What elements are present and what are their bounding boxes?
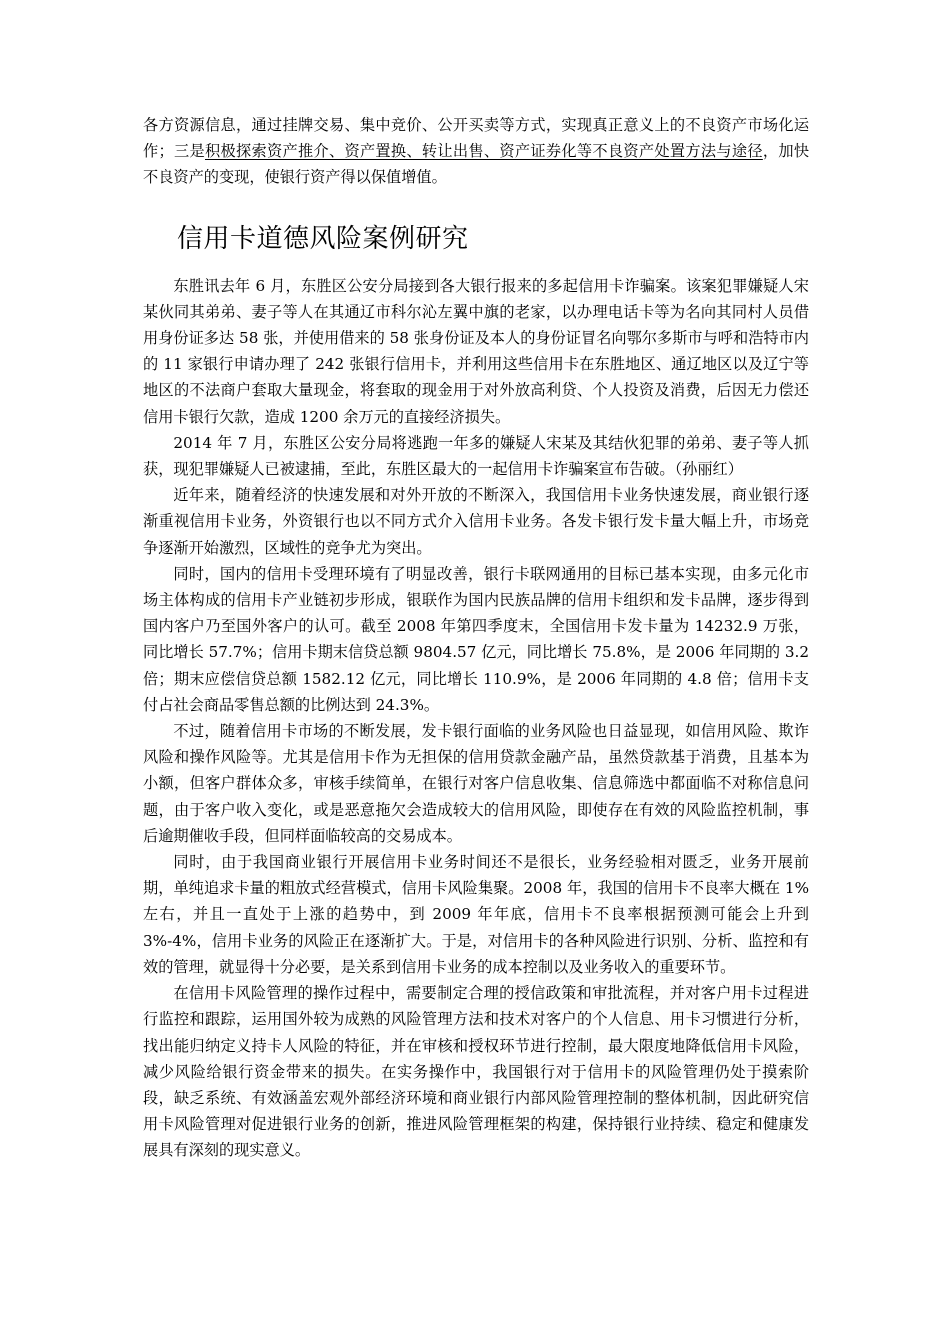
intro-underlined-text: 积极探索资产推介、资产置换、转让出售、资产证券化等不良资产处置方法与途径 [204,142,763,161]
paragraph-nonperforming-rate: 同时，由于我国商业银行开展信用卡业务时间还不是很长，业务经验相对匮乏，业务开展前期，单纯追求卡量的粗放式经营模式，信用卡风险集聚。2008 年，我国的信用卡不良率大概在 1%左右，并且一直处于上涨的趋势中，到 2009 年年底，信用卡不良率根据预测可能会上升到 3%-4%，信用卡业务的风险正在逐渐扩大。于是，对信用卡的各种风险进行识别、分析、监控和有效的管理，就显得十分必要，是关系到信用卡业务的成本控制以及业务收入的重要环节。 [143,853,809,976]
paragraph-statistics: 同时，国内的信用卡受理环境有了明显改善，银行卡联网通用的目标已基本实现，由多元化市场主体构成的信用卡产业链初步形成，银联作为国内民族品牌的信用卡组织和发卡品牌，逐步得到国内客户乃至国外客户的认可。截至 2008 年第四季度末，全国信用卡发卡量为 14232.9 万张，同比增长 57.7%；信用卡期末信贷总额 9804.57 亿元，同比增长 75.8%，是 2006 年同期的 3.2 倍；期末应偿信贷总额 1582.12 亿元，同比增长 110.9%，是 2006 年同期的 4.8 倍；信用卡支付占社会商品零售总额的比例达到 24.3%。 [143,564,809,714]
paragraph-risk-management: 在信用卡风险管理的操作过程中，需要制定合理的授信政策和审批流程，并对客户用卡过程进行监控和跟踪，运用国外较为成熟的风险管理方法和技术对客户的个人信息、用卡习惯进行分析，找出能归纳定义持卡人风险的特征，并在审核和授权环节进行控制，最大限度地降低信用卡风险，减少风险给银行资金带来的损失。在实务操作中，我国银行对于信用卡的风险管理仍处于摸索阶段，缺乏系统、有效涵盖宏观外部经济环境和商业银行内部风险管理控制的整体机制，因此研究信用卡风险管理对促进银行业务的创新，推进风险管理框架的构建，保持银行业持续、稳定和健康发展具有深刻的现实意义。 [143,984,809,1160]
intro-text-start: 各方资源信息，通过挂牌交易、集中竞价、公开买卖等方式，实现真正意义上的不良资产市场化运作；三是 [143,116,809,161]
intro-text-end: ，加快不良资产的变现，使银行资产得以保值增值。 [143,142,810,187]
paragraph-case-solved: 2014 年 7 月，东胜区公安分局将逃跑一年多的嫌疑人宋某及其结伙犯罪的弟弟、妻子等人抓获，现犯罪嫌疑人已被逮捕，至此，东胜区最大的一起信用卡诈骗案宣布告破。（孙丽红） [143,433,809,479]
paragraph-industry-growth: 近年来，随着经济的快速发展和对外开放的不断深入，我国信用卡业务快速发展，商业银行逐渐重视信用卡业务，外资银行也以不同方式介入信用卡业务。各发卡银行发卡量大幅上升，市场竞争逐渐开始激烈，区域性的竞争尤为突出。 [143,486,809,557]
document-page [143,112,809,1164]
paragraph-case-report: 东胜讯去年 6 月，东胜区公安分局接到各大银行报来的多起信用卡诈骗案。该案犯罪嫌疑人宋某伙同其弟弟、妻子等人在其通辽市科尔沁左翼中旗的老家，以办理电话卡等为名向其同村人员借用身份证多达 58 张，并使用借来的 58 张身份证及本人的身份证冒名向鄂尔多斯市与呼和浩特市内的 11 家银行申请办理了 242 张银行信用卡，并利用这些信用卡在东胜地区、通辽地区以及辽宁等地区的不法商户套取大量现金，将套取的现金用于对外放高利贷、个人投资及消费，后因无力偿还信用卡银行欠款，造成 1200 余万元的直接经济损失。 [143,276,809,426]
paragraph-risks: 不过，随着信用卡市场的不断发展，发卡银行面临的业务风险也日益显现，如信用风险、欺诈风险和操作风险等。尤其是信用卡作为无担保的信用贷款金融产品，虽然贷款基于消费，且基本为小额，但客户群体众多，审核手续简单，在银行对客户信息收集、信息筛选中都面临不对称信息问题，由于客户收入变化，或是恶意拖欠会造成较大的信用风险，即使存在有效的风险监控机制，事后逾期催收手段，但同样面临较高的交易成本。 [143,722,809,845]
intro-paragraph [143,112,809,191]
section-title: 信用卡道德风险案例研究 [177,223,469,254]
